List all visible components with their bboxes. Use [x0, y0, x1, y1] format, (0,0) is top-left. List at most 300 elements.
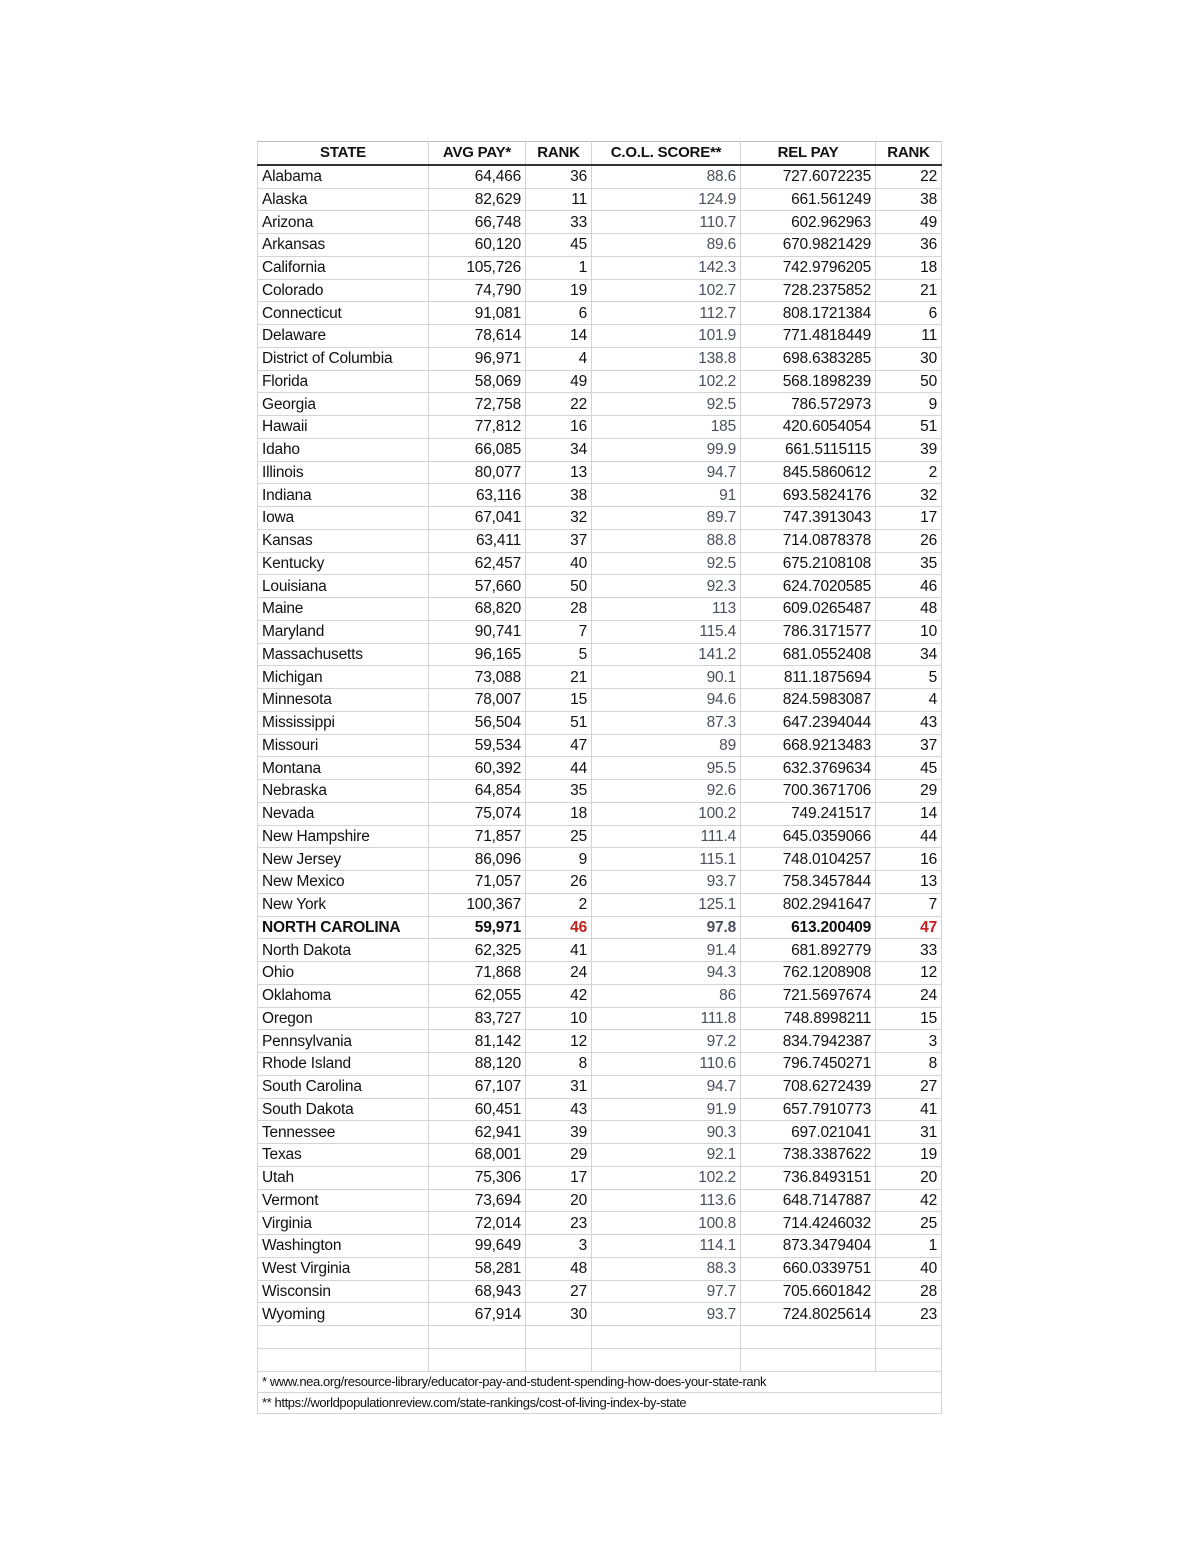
pay-rank-cell: 45 — [526, 234, 592, 257]
empty-cell — [258, 1348, 429, 1371]
avg-pay-cell: 80,077 — [429, 461, 526, 484]
rel-pay-cell: 632.3769634 — [741, 757, 876, 780]
table-row — [258, 1166, 942, 1189]
avg-pay-cell: 71,857 — [429, 825, 526, 848]
rel-rank-cell: 47 — [876, 916, 942, 939]
pay-rank-cell: 15 — [526, 689, 592, 712]
rel-rank-cell: 26 — [876, 529, 942, 552]
col-score-cell: 89.7 — [592, 507, 741, 530]
state-cell: Kansas — [258, 529, 429, 552]
table-row — [258, 871, 942, 894]
rel-rank-cell: 44 — [876, 825, 942, 848]
rel-rank-cell: 27 — [876, 1075, 942, 1098]
col-score-cell: 87.3 — [592, 711, 741, 734]
table-row — [258, 325, 942, 348]
table-row — [258, 1144, 942, 1167]
rel-rank-cell: 7 — [876, 893, 942, 916]
pay-rank-cell: 31 — [526, 1075, 592, 1098]
col-score-cell: 112.7 — [592, 302, 741, 325]
avg-pay-cell: 63,411 — [429, 529, 526, 552]
state-cell: North Dakota — [258, 939, 429, 962]
rel-pay-cell: 748.0104257 — [741, 848, 876, 871]
state-cell: Wisconsin — [258, 1280, 429, 1303]
footnote-row — [258, 1392, 942, 1413]
avg-pay-cell: 63,116 — [429, 484, 526, 507]
table-row — [258, 780, 942, 803]
table-row — [258, 916, 942, 939]
empty-cell — [429, 1348, 526, 1371]
rel-pay-cell: 747.3913043 — [741, 507, 876, 530]
col-score-cell: 91.9 — [592, 1098, 741, 1121]
col-score-cell: 86 — [592, 984, 741, 1007]
pay-rank-cell: 20 — [526, 1189, 592, 1212]
rel-rank-cell: 6 — [876, 302, 942, 325]
state-cell: Kentucky — [258, 552, 429, 575]
state-cell: Maryland — [258, 620, 429, 643]
col-score-cell: 97.2 — [592, 1030, 741, 1053]
col-score-cell: 141.2 — [592, 643, 741, 666]
table-header — [258, 142, 942, 165]
state-cell: Iowa — [258, 507, 429, 530]
avg-pay-cell: 105,726 — [429, 256, 526, 279]
rel-pay-cell: 693.5824176 — [741, 484, 876, 507]
pay-rank-cell: 27 — [526, 1280, 592, 1303]
table-row — [258, 848, 942, 871]
col-score-cell: 113 — [592, 598, 741, 621]
rel-pay-cell: 748.8998211 — [741, 1007, 876, 1030]
table-row — [258, 1007, 942, 1030]
rel-pay-cell: 727.6072235 — [741, 165, 876, 188]
state-cell: West Virginia — [258, 1257, 429, 1280]
state-cell: Michigan — [258, 666, 429, 689]
avg-pay-cell: 78,007 — [429, 689, 526, 712]
state-cell: Oklahoma — [258, 984, 429, 1007]
rel-pay-cell: 758.3457844 — [741, 871, 876, 894]
state-cell: New York — [258, 893, 429, 916]
header-rel-rank: RANK — [876, 142, 942, 165]
rel-rank-cell: 8 — [876, 1053, 942, 1076]
state-cell: Oregon — [258, 1007, 429, 1030]
table-row — [258, 507, 942, 530]
pay-rank-cell: 22 — [526, 393, 592, 416]
rel-pay-cell: 668.9213483 — [741, 734, 876, 757]
state-cell: Delaware — [258, 325, 429, 348]
table-row — [258, 575, 942, 598]
rel-rank-cell: 18 — [876, 256, 942, 279]
rel-pay-cell: 786.3171577 — [741, 620, 876, 643]
pay-rank-cell: 46 — [526, 916, 592, 939]
state-cell: Indiana — [258, 484, 429, 507]
col-score-cell: 92.6 — [592, 780, 741, 803]
rel-rank-cell: 11 — [876, 325, 942, 348]
state-cell: Maine — [258, 598, 429, 621]
state-cell: Rhode Island — [258, 1053, 429, 1076]
state-cell: Arizona — [258, 211, 429, 234]
pay-rank-cell: 19 — [526, 279, 592, 302]
pay-rank-cell: 4 — [526, 347, 592, 370]
rel-rank-cell: 37 — [876, 734, 942, 757]
col-score-cell: 90.3 — [592, 1121, 741, 1144]
state-cell: Colorado — [258, 279, 429, 302]
pay-rank-cell: 34 — [526, 438, 592, 461]
table-row — [258, 1075, 942, 1098]
pay-rank-cell: 37 — [526, 529, 592, 552]
state-cell: Montana — [258, 757, 429, 780]
table-row — [258, 643, 942, 666]
col-score-cell: 92.3 — [592, 575, 741, 598]
table-row — [258, 734, 942, 757]
col-score-cell: 101.9 — [592, 325, 741, 348]
rel-pay-cell: 602.962963 — [741, 211, 876, 234]
table-row — [258, 438, 942, 461]
rel-rank-cell: 4 — [876, 689, 942, 712]
pay-rank-cell: 40 — [526, 552, 592, 575]
footnote: * www.nea.org/resource-library/educator-pay-and-student-spending-how-does-your-state-rank — [258, 1371, 942, 1392]
table-row — [258, 1280, 942, 1303]
avg-pay-cell: 60,392 — [429, 757, 526, 780]
avg-pay-cell: 62,325 — [429, 939, 526, 962]
state-cell: Georgia — [258, 393, 429, 416]
col-score-cell: 99.9 — [592, 438, 741, 461]
col-score-cell: 93.7 — [592, 1303, 741, 1326]
table-row — [258, 1098, 942, 1121]
table-row — [258, 1212, 942, 1235]
table-row — [258, 1053, 942, 1076]
rel-rank-cell: 35 — [876, 552, 942, 575]
avg-pay-cell: 57,660 — [429, 575, 526, 598]
pay-rank-cell: 42 — [526, 984, 592, 1007]
empty-cell — [429, 1326, 526, 1349]
col-score-cell: 91 — [592, 484, 741, 507]
pay-rank-cell: 8 — [526, 1053, 592, 1076]
avg-pay-cell: 86,096 — [429, 848, 526, 871]
col-score-cell: 100.8 — [592, 1212, 741, 1235]
rel-rank-cell: 51 — [876, 416, 942, 439]
table-row — [258, 552, 942, 575]
state-cell: Illinois — [258, 461, 429, 484]
state-cell: New Mexico — [258, 871, 429, 894]
empty-cell — [592, 1326, 741, 1349]
state-cell: Idaho — [258, 438, 429, 461]
state-cell: Louisiana — [258, 575, 429, 598]
pay-rank-cell: 3 — [526, 1235, 592, 1258]
rel-rank-cell: 40 — [876, 1257, 942, 1280]
rel-rank-cell: 34 — [876, 643, 942, 666]
rel-rank-cell: 13 — [876, 871, 942, 894]
pay-rank-cell: 21 — [526, 666, 592, 689]
avg-pay-cell: 74,790 — [429, 279, 526, 302]
avg-pay-cell: 75,306 — [429, 1166, 526, 1189]
pay-rank-cell: 17 — [526, 1166, 592, 1189]
rel-rank-cell: 2 — [876, 461, 942, 484]
rel-pay-cell: 736.8493151 — [741, 1166, 876, 1189]
rel-pay-cell: 802.2941647 — [741, 893, 876, 916]
rel-rank-cell: 5 — [876, 666, 942, 689]
rel-pay-cell: 714.0878378 — [741, 529, 876, 552]
rel-pay-cell: 681.0552408 — [741, 643, 876, 666]
table-row — [258, 689, 942, 712]
empty-cell — [592, 1348, 741, 1371]
table-row — [258, 211, 942, 234]
avg-pay-cell: 68,820 — [429, 598, 526, 621]
rel-pay-cell: 845.5860612 — [741, 461, 876, 484]
table-row — [258, 234, 942, 257]
table-row — [258, 393, 942, 416]
rel-pay-cell: 873.3479404 — [741, 1235, 876, 1258]
avg-pay-cell: 67,041 — [429, 507, 526, 530]
rel-pay-cell: 697.021041 — [741, 1121, 876, 1144]
table-row — [258, 1189, 942, 1212]
col-score-cell: 113.6 — [592, 1189, 741, 1212]
col-score-cell: 124.9 — [592, 188, 741, 211]
state-cell: Mississippi — [258, 711, 429, 734]
col-score-cell: 102.7 — [592, 279, 741, 302]
header-avg-pay: AVG PAY* — [429, 142, 526, 165]
pay-rank-cell: 43 — [526, 1098, 592, 1121]
rel-rank-cell: 30 — [876, 347, 942, 370]
state-cell: South Carolina — [258, 1075, 429, 1098]
col-score-cell: 94.3 — [592, 962, 741, 985]
col-score-cell: 114.1 — [592, 1235, 741, 1258]
header-state: STATE — [258, 142, 429, 165]
state-pay-table — [257, 141, 942, 1414]
col-score-cell: 90.1 — [592, 666, 741, 689]
avg-pay-cell: 68,943 — [429, 1280, 526, 1303]
avg-pay-cell: 62,457 — [429, 552, 526, 575]
rel-pay-cell: 796.7450271 — [741, 1053, 876, 1076]
rel-rank-cell: 29 — [876, 780, 942, 803]
rel-pay-cell: 811.1875694 — [741, 666, 876, 689]
rel-pay-cell: 728.2375852 — [741, 279, 876, 302]
avg-pay-cell: 73,694 — [429, 1189, 526, 1212]
rel-rank-cell: 12 — [876, 962, 942, 985]
table-row — [258, 598, 942, 621]
rel-pay-cell: 738.3387622 — [741, 1144, 876, 1167]
col-score-cell: 94.7 — [592, 461, 741, 484]
col-score-cell: 115.4 — [592, 620, 741, 643]
table-row — [258, 1030, 942, 1053]
col-score-cell: 102.2 — [592, 1166, 741, 1189]
pay-rank-cell: 1 — [526, 256, 592, 279]
empty-cell — [876, 1348, 942, 1371]
avg-pay-cell: 81,142 — [429, 1030, 526, 1053]
rel-pay-cell: 661.5115115 — [741, 438, 876, 461]
table-row — [258, 256, 942, 279]
table-row — [258, 529, 942, 552]
pay-rank-cell: 33 — [526, 211, 592, 234]
rel-pay-cell: 670.9821429 — [741, 234, 876, 257]
state-cell: Alabama — [258, 165, 429, 188]
rel-rank-cell: 39 — [876, 438, 942, 461]
col-score-cell: 97.7 — [592, 1280, 741, 1303]
table-body — [258, 165, 942, 1413]
table-row — [258, 893, 942, 916]
pay-rank-cell: 23 — [526, 1212, 592, 1235]
col-score-cell: 97.8 — [592, 916, 741, 939]
avg-pay-cell: 91,081 — [429, 302, 526, 325]
col-score-cell: 91.4 — [592, 939, 741, 962]
col-score-cell: 125.1 — [592, 893, 741, 916]
avg-pay-cell: 88,120 — [429, 1053, 526, 1076]
table-row — [258, 484, 942, 507]
avg-pay-cell: 71,868 — [429, 962, 526, 985]
pay-rank-cell: 13 — [526, 461, 592, 484]
table-row — [258, 165, 942, 188]
pay-rank-cell: 25 — [526, 825, 592, 848]
col-score-cell: 185 — [592, 416, 741, 439]
avg-pay-cell: 59,534 — [429, 734, 526, 757]
pay-rank-cell: 32 — [526, 507, 592, 530]
avg-pay-cell: 75,074 — [429, 802, 526, 825]
avg-pay-cell: 58,281 — [429, 1257, 526, 1280]
avg-pay-cell: 60,451 — [429, 1098, 526, 1121]
state-cell: Nebraska — [258, 780, 429, 803]
rel-pay-cell: 824.5983087 — [741, 689, 876, 712]
state-cell: Minnesota — [258, 689, 429, 712]
rel-rank-cell: 9 — [876, 393, 942, 416]
col-score-cell: 94.6 — [592, 689, 741, 712]
table-row — [258, 461, 942, 484]
pay-rank-cell: 14 — [526, 325, 592, 348]
footnote: ** https://worldpopulationreview.com/state-rankings/cost-of-living-index-by-state — [258, 1392, 942, 1413]
rel-rank-cell: 10 — [876, 620, 942, 643]
rel-rank-cell: 23 — [876, 1303, 942, 1326]
table-row — [258, 825, 942, 848]
avg-pay-cell: 73,088 — [429, 666, 526, 689]
rel-pay-cell: 648.7147887 — [741, 1189, 876, 1212]
state-cell: Pennsylvania — [258, 1030, 429, 1053]
header-rel-pay: REL PAY — [741, 142, 876, 165]
rel-rank-cell: 32 — [876, 484, 942, 507]
col-score-cell: 93.7 — [592, 871, 741, 894]
empty-cell — [876, 1326, 942, 1349]
pay-rank-cell: 5 — [526, 643, 592, 666]
rel-rank-cell: 24 — [876, 984, 942, 1007]
empty-cell — [741, 1326, 876, 1349]
empty-cell — [526, 1326, 592, 1349]
rel-pay-cell: 808.1721384 — [741, 302, 876, 325]
rel-pay-cell: 786.572973 — [741, 393, 876, 416]
state-cell: Connecticut — [258, 302, 429, 325]
rel-rank-cell: 33 — [876, 939, 942, 962]
avg-pay-cell: 68,001 — [429, 1144, 526, 1167]
rel-pay-cell: 762.1208908 — [741, 962, 876, 985]
state-cell: South Dakota — [258, 1098, 429, 1121]
header-pay-rank: RANK — [526, 142, 592, 165]
avg-pay-cell: 72,758 — [429, 393, 526, 416]
avg-pay-cell: 67,914 — [429, 1303, 526, 1326]
pay-rank-cell: 10 — [526, 1007, 592, 1030]
state-cell: Vermont — [258, 1189, 429, 1212]
state-cell: District of Columbia — [258, 347, 429, 370]
avg-pay-cell: 62,941 — [429, 1121, 526, 1144]
avg-pay-cell: 64,854 — [429, 780, 526, 803]
rel-rank-cell: 20 — [876, 1166, 942, 1189]
pay-rank-cell: 39 — [526, 1121, 592, 1144]
rel-rank-cell: 16 — [876, 848, 942, 871]
col-score-cell: 92.5 — [592, 393, 741, 416]
rel-pay-cell: 721.5697674 — [741, 984, 876, 1007]
header-row — [258, 142, 942, 165]
avg-pay-cell: 71,057 — [429, 871, 526, 894]
rel-rank-cell: 31 — [876, 1121, 942, 1144]
pay-rank-cell: 12 — [526, 1030, 592, 1053]
col-score-cell: 102.2 — [592, 370, 741, 393]
pay-rank-cell: 2 — [526, 893, 592, 916]
state-cell: Hawaii — [258, 416, 429, 439]
rel-pay-cell: 681.892779 — [741, 939, 876, 962]
col-score-cell: 89 — [592, 734, 741, 757]
table-row — [258, 416, 942, 439]
rel-rank-cell: 3 — [876, 1030, 942, 1053]
rel-pay-cell: 700.3671706 — [741, 780, 876, 803]
state-cell: Ohio — [258, 962, 429, 985]
pay-rank-cell: 6 — [526, 302, 592, 325]
rel-rank-cell: 1 — [876, 1235, 942, 1258]
col-score-cell: 100.2 — [592, 802, 741, 825]
rel-pay-cell: 742.9796205 — [741, 256, 876, 279]
pay-rank-cell: 11 — [526, 188, 592, 211]
col-score-cell: 88.8 — [592, 529, 741, 552]
avg-pay-cell: 82,629 — [429, 188, 526, 211]
col-score-cell: 88.6 — [592, 165, 741, 188]
rel-pay-cell: 647.2394044 — [741, 711, 876, 734]
header-col-score: C.O.L. SCORE** — [592, 142, 741, 165]
col-score-cell: 115.1 — [592, 848, 741, 871]
rel-pay-cell: 708.6272439 — [741, 1075, 876, 1098]
rel-pay-cell: 698.6383285 — [741, 347, 876, 370]
rel-pay-cell: 624.7020585 — [741, 575, 876, 598]
rel-pay-cell: 609.0265487 — [741, 598, 876, 621]
table-row — [258, 347, 942, 370]
avg-pay-cell: 83,727 — [429, 1007, 526, 1030]
pay-rank-cell: 29 — [526, 1144, 592, 1167]
state-cell: Texas — [258, 1144, 429, 1167]
rel-pay-cell: 420.6054054 — [741, 416, 876, 439]
pay-rank-cell: 38 — [526, 484, 592, 507]
table-row — [258, 302, 942, 325]
rel-rank-cell: 14 — [876, 802, 942, 825]
table-row — [258, 1257, 942, 1280]
rel-pay-cell: 657.7910773 — [741, 1098, 876, 1121]
pay-rank-cell: 7 — [526, 620, 592, 643]
rel-pay-cell: 771.4818449 — [741, 325, 876, 348]
empty-cell — [741, 1348, 876, 1371]
pay-rank-cell: 36 — [526, 165, 592, 188]
rel-rank-cell: 46 — [876, 575, 942, 598]
pay-rank-cell: 18 — [526, 802, 592, 825]
empty-row — [258, 1326, 942, 1349]
col-score-cell: 110.7 — [592, 211, 741, 234]
table-row — [258, 711, 942, 734]
pay-rank-cell: 41 — [526, 939, 592, 962]
pay-rank-cell: 24 — [526, 962, 592, 985]
table-row — [258, 757, 942, 780]
rel-pay-cell: 714.4246032 — [741, 1212, 876, 1235]
table-row — [258, 1303, 942, 1326]
table-row — [258, 620, 942, 643]
rel-rank-cell: 50 — [876, 370, 942, 393]
state-cell: Washington — [258, 1235, 429, 1258]
rel-pay-cell: 749.241517 — [741, 802, 876, 825]
pay-rank-cell: 26 — [526, 871, 592, 894]
rel-pay-cell: 675.2108108 — [741, 552, 876, 575]
rel-pay-cell: 613.200409 — [741, 916, 876, 939]
state-cell: Alaska — [258, 188, 429, 211]
state-cell: Virginia — [258, 1212, 429, 1235]
col-score-cell: 89.6 — [592, 234, 741, 257]
state-cell: Utah — [258, 1166, 429, 1189]
